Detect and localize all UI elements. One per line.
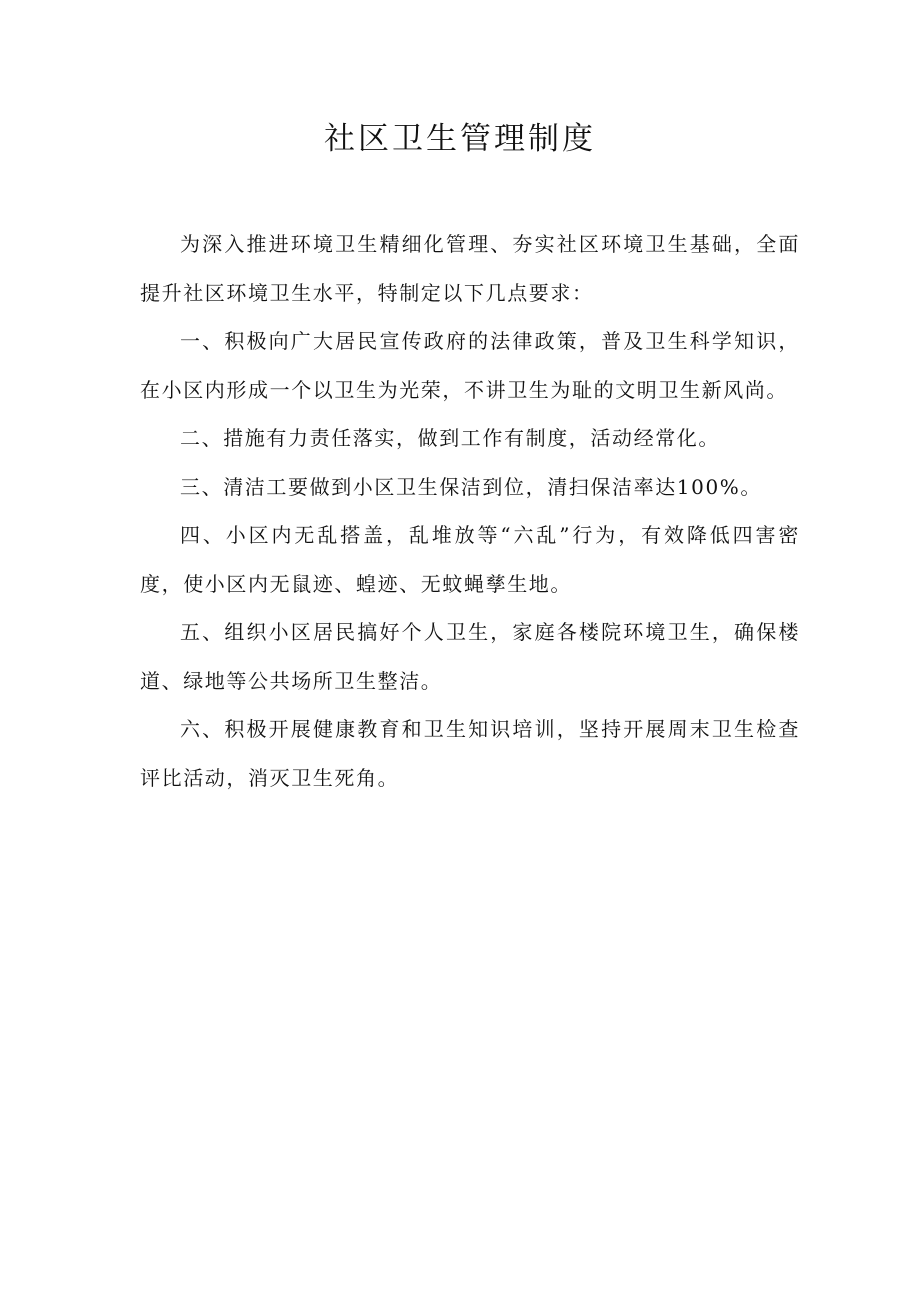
document-title: 社区卫生管理制度 <box>324 121 596 157</box>
requirement-item-6: 六、积极开展健康教育和卫生知识培训，坚持开展周末卫生检查评比活动，消灭卫生死角。 <box>140 717 800 790</box>
requirement-item-1: 一、积极向广大居民宣传政府的法律政策，普及卫生科学知识，在小区内形成一个以卫生为光荣，不讲卫生为耻的文明卫生新风尚。 <box>140 329 800 402</box>
requirement-item-3: 三、清洁工要做到小区卫生保洁到位，清扫保洁率达100%。 <box>180 474 762 499</box>
requirement-item-4: 四、小区内无乱搭盖，乱堆放等“六乱”行为，有效降低四害密度，使小区内无鼠迹、蝗迹、无蚊蝇孳生地。 <box>140 523 800 596</box>
requirement-item-2: 二、措施有力责任落实，做到工作有制度，活动经常化。 <box>180 426 720 450</box>
document-body <box>140 220 800 802</box>
requirement-item-5: 五、组织小区居民搞好个人卫生，家庭各楼院环境卫生，确保楼道、绿地等公共场所卫生整洁。 <box>140 620 800 693</box>
intro-paragraph: 为深入推进环境卫生精细化管理、夯实社区环境卫生基础，全面提升社区环境卫生水平，特制定以下几点要求： <box>140 232 800 305</box>
